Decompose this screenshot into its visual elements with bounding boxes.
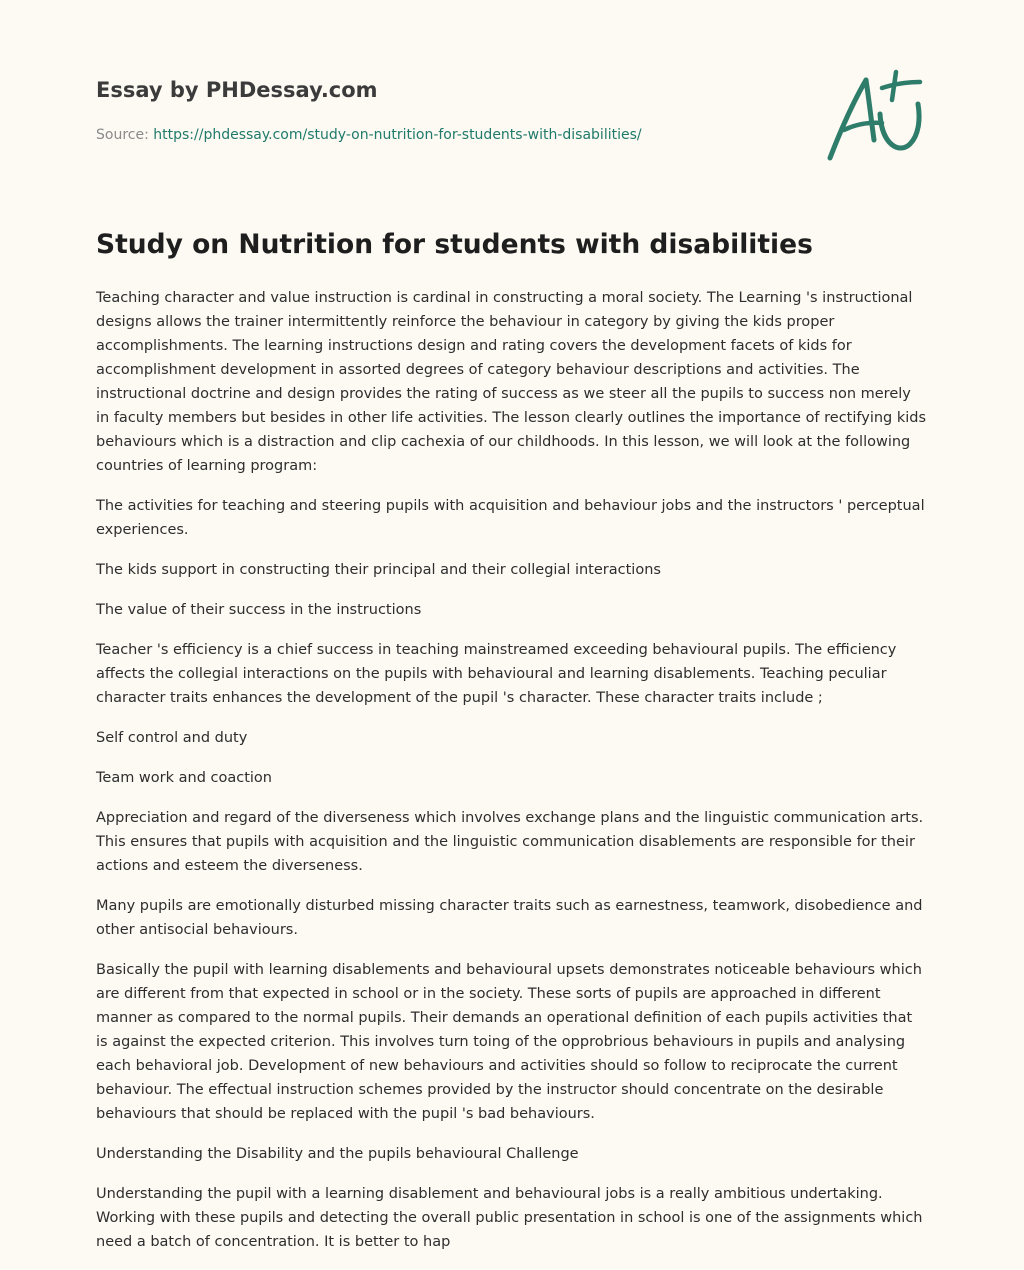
essay-body [96,286,928,1254]
site-title: Essay by PHDessay.com [96,78,378,102]
essay-content [96,226,928,1270]
section-heading: Understanding the Disability and the pupils behavioural Challenge [96,1146,579,1162]
paragraph: The kids support in constructing their principal and their collegial interactions [96,562,661,578]
source-link[interactable]: https://phdessay.com/study-on-nutrition-for-students-with-disabilities/ [153,127,642,143]
source-label: Source: [96,127,154,143]
paragraph: Many pupils are emotionally disturbed missing character traits such as earnestness, teamwork, disobedience and other antisocial behaviours. [96,898,923,938]
paragraph: Appreciation and regard of the diverseness which involves exchange plans and the linguistic communication arts. This ensures that pupils with acquisition and the linguistic communication disablements are responsible for their actions and esteem the diverseness. [96,810,924,874]
paragraph: Team work and coaction [96,770,272,786]
paragraph: Basically the pupil with learning disablements and behavioural upsets demonstrates noticeable behaviours which are different from that expected in school or in the society. These sorts of pupils are approached in different manner as compared to the normal pupils. Their demands an operational definition of each pupils activities that is against the expected criterion. This involves turn toing of the opprobrious behaviours in pupils and analysing each behavioral job. Development of new behaviours and activities should so follow to reciprocate the current behaviour. The effectual instruction schemes provided by the instructor should concentrate on the desirable behaviours that should be replaced with the pupil 's bad behaviours. [96,962,922,1122]
source-line [96,126,796,144]
paragraph: Teacher 's efficiency is a chief success in teaching mainstreamed exceeding behavioural pupils. The efficiency affects the collegial interactions on the pupils with behavioural and learning disablements. Teaching peculiar character traits enhances the development of the pupil 's character. These character traits include ; [96,642,897,706]
paragraph: Self control and duty [96,730,248,746]
a-plus-icon [822,66,928,166]
paragraph: Teaching character and value instruction is cardinal in constructing a moral society. The Learning 's instructional designs allows the trainer intermittently reinforce the behaviour in category by giving the kids proper accomplishments. The learning instructions design and rating covers the development facets of kids for accomplishment development in assorted degrees of category behaviour descriptions and activities. The instructional doctrine and design provides the rating of success as we steer all the pupils to success non merely in faculty members but besides in other life activities. The lesson clearly outlines the importance of rectifying kids behaviours which is a distraction and clip cachexia of our childhoods. In this lesson, we will look at the following countries of learning program: [96,290,927,474]
essay-title: Study on Nutrition for students with disabilities [96,229,813,260]
paragraph: The value of their success in the instructions [96,602,422,618]
page-header [96,76,796,144]
paragraph: The activities for teaching and steering pupils with acquisition and behaviour jobs and the instructors ' perceptual experiences. [96,498,925,538]
paragraph: Understanding the pupil with a learning disablement and behavioural jobs is a really ambitious undertaking. Working with these pupils and detecting the overall public presentation in school is one of the assignments which need a batch of concentration. It is better to hap [96,1186,923,1250]
